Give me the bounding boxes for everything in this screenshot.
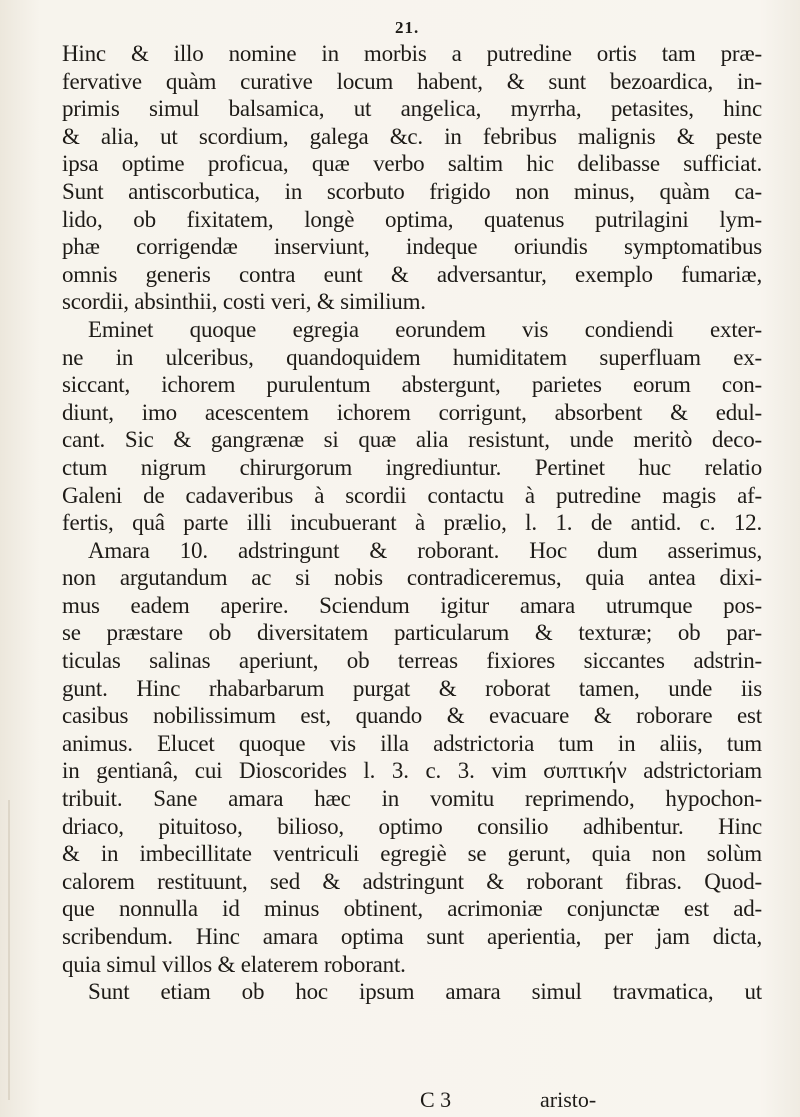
text-line: lido, ob fixitatem, longè optima, quatenus putrilagini lym- <box>62 206 762 232</box>
page-footer <box>420 1087 670 1115</box>
text-line: Amara 10. adstringunt & roborant. Hoc dum asserimus, <box>88 537 762 563</box>
text-line: siccant, ichorem purulentum abstergunt, parietes eorum con- <box>62 372 762 398</box>
text-line: Galeni de cadaveribus à scordii contactu à putredine magis af- <box>62 482 762 508</box>
text-line: mus eadem aperire. Sciendum igitur amara utrumque pos- <box>62 592 762 618</box>
text-line: se præstare ob diversitatem particularum & texturæ; ob par- <box>62 620 762 646</box>
text-line: driaco, pituitoso, bilioso, optimo consilio adhibentur. Hinc <box>62 813 762 839</box>
text-line: in gentianâ, cui Dioscorides l. 3. c. 3. vim συπτικήν adstrictoriam <box>62 758 762 784</box>
signature-mark: C 3 <box>420 1087 452 1112</box>
body-text <box>62 40 762 1006</box>
text-line: Eminet quoque egregia eorundem vis condiendi exter- <box>88 316 762 342</box>
text-line: ctum nigrum chirurgorum ingrediuntur. Pertinet huc relatio <box>62 454 762 480</box>
text-line: ne in ulceribus, quandoquidem humiditatem superfluam ex- <box>62 344 762 370</box>
text-line: & alia, ut scordium, galega &c. in febribus malignis & peste <box>62 123 762 149</box>
text-line: phæ corrigendæ inserviunt, indeque oriundis symptomatibus <box>62 234 762 260</box>
text-line: & in imbecillitate ventriculi egregiè se gerunt, quia non solùm <box>62 841 762 867</box>
text-line: que nonnulla id minus obtinent, acrimoniæ conjunctæ est ad- <box>62 896 762 922</box>
text-line: casibus nobilissimum est, quando & evacuare & roborare est <box>62 703 762 729</box>
text-line: animus. Elucet quoque vis illa adstrictoria tum in aliis, tum <box>62 730 762 756</box>
page-edge-shadow <box>8 800 10 1100</box>
text-line: tribuit. Sane amara hæc in vomitu reprimendo, hypochon- <box>62 786 762 812</box>
text-line: fervative quàm curative locum habent, & sunt bezoardica, in- <box>62 68 762 94</box>
text-line: non argutandum ac si nobis contradiceremus, quia antea dixi- <box>62 565 762 591</box>
text-line: Sunt antiscorbutica, in scorbuto frigido non minus, quàm ca- <box>62 178 762 204</box>
text-line: fertis, quâ parte illi incubuerant à prælio, l. 1. de antid. c. 12. <box>62 510 762 536</box>
catchword: aristo- <box>540 1087 597 1112</box>
text-line: diunt, imo acescentem ichorem corrigunt, absorbent & edul- <box>62 399 762 425</box>
text-line: scordii, absinthii, costi veri, & similium. <box>62 289 426 315</box>
text-line: Sunt etiam ob hoc ipsum amara simul travmatica, ut <box>88 979 762 1005</box>
text-line: quia simul villos & elaterem roborant. <box>62 951 406 977</box>
text-line: ipsa optime proficua, quæ verbo saltim hic delibasse sufficiat. <box>62 151 762 177</box>
text-line: omnis generis contra eunt & adversantur, exemplo fumariæ, <box>62 261 762 287</box>
text-line: primis simul balsamica, ut angelica, myrrha, petasites, hinc <box>62 96 762 122</box>
text-line: cant. Sic & gangrænæ si quæ alia resistunt, unde meritò deco- <box>62 427 762 453</box>
page-number: 21. <box>395 18 420 37</box>
text-line: gunt. Hinc rhabarbarum purgat & roborat tamen, unde iis <box>62 675 762 701</box>
text-line: ticulas salinas aperiunt, ob terreas fixiores siccantes adstrin- <box>62 648 762 674</box>
text-line: calorem restituunt, sed & adstringunt & roborant fibras. Quod- <box>62 868 762 894</box>
text-line: Hinc & illo nomine in morbis a putredine ortis tam præ- <box>62 41 762 66</box>
text-line: scribendum. Hinc amara optima sunt aperientia, per jam dicta, <box>62 924 762 949</box>
